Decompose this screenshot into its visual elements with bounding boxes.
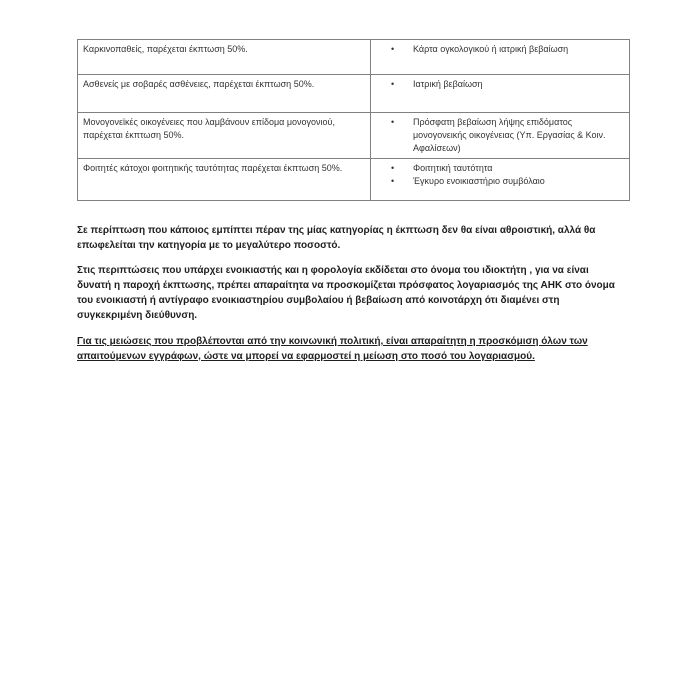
discounts-table: [77, 39, 630, 201]
paragraph-non-cumulative-discount: Σε περίπτωση που κάποιος εμπίπτει πέραν της μίας κατηγορίας η έκπτωση δεν θα είναι αθροιστική, αλλά θα επωφελείται την κατηγορία με το μεγαλύτερο ποσοστό.: [77, 225, 596, 251]
bullet-item: [371, 116, 623, 155]
bullet-list: [371, 116, 623, 155]
bullet-item: [371, 43, 623, 56]
bullet-text: Φοιτητική ταυτότητα: [413, 163, 493, 173]
paragraph-tenant-requirements: Στις περιπτώσεις που υπάρχει ενοικιαστής και η φορολογία εκδίδεται στο όνομα του ιδιοκτήτη , για να είναι δυνατή η παροχή έκπτωσης, πρέπει απαραίτητα να προσκομίζεται πρόσφατος λογαριασμός της ΑΗΚ στο όνομα του ενοικιαστή ή αντίγραφο ενοικιαστηρίου συμβολαίου ή βεβαίωση από κοινοτάρχη ότι διαμένει στη συγκεκριμένη διεύθυνση.: [77, 265, 615, 321]
bullet-item: [371, 162, 623, 175]
table-row: [78, 40, 630, 75]
required-documents-cell: [371, 75, 630, 113]
required-documents-cell: [371, 40, 630, 75]
document-content: [77, 39, 630, 364]
table-row: [78, 159, 630, 201]
bullet-text: Ιατρική βεβαίωση: [413, 79, 483, 89]
bullet-icon: •: [391, 163, 395, 173]
bullet-icon: •: [391, 117, 395, 127]
bullet-icon: •: [391, 79, 395, 89]
table-row: [78, 75, 630, 113]
bullet-item: [371, 175, 623, 188]
discount-category-cell: [78, 75, 371, 113]
required-documents-cell: [371, 159, 630, 201]
bullet-icon: •: [391, 44, 395, 54]
bullet-icon: •: [391, 176, 395, 186]
bullet-text: Έγκυρο ενοικιαστήριο συμβόλαιο: [413, 176, 545, 186]
table-row: [78, 113, 630, 159]
paragraph-required-documents-note: Για τις μειώσεις που προβλέπονται από την κοινωνική πολιτική, είναι απαραίτητη η προσκόμιση όλων των απαιτούμενων εγγράφων, ώστε να μπορεί να εφαρμοστεί η μείωση στο ποσό του λογαριασμού.: [77, 336, 588, 362]
bullet-text: Κάρτα ογκολογικού ή ιατρική βεβαίωση: [413, 44, 569, 54]
discount-category-text: Ασθενείς με σοβαρές ασθένειες, παρέχεται έκπτωση 50%.: [83, 79, 315, 89]
bullet-item: [371, 78, 623, 91]
required-documents-cell: [371, 113, 630, 159]
discount-category-cell: [78, 159, 371, 201]
discount-category-cell: [78, 40, 371, 75]
bullet-text: Πρόσφατη βεβαίωση λήψης επιδόματος μονογονεικής οικογένειας (Υπ. Εργασίας & Κοιν. Αφαλίσεων): [413, 117, 606, 153]
discount-category-text: Φοιτητές κάτοχοι φοιτητικής ταυτότητας παρέχεται έκπτωση 50%.: [83, 163, 343, 173]
discount-category-text: Μονογονεϊκές οικογένειες που λαμβάνουν επίδομα μονογονιού, παρέχεται έκπτωση 50%.: [83, 117, 335, 140]
bullet-list: [371, 162, 623, 188]
discount-category-text: Καρκινοπαθείς, παρέχεται έκπτωση 50%.: [83, 44, 248, 54]
discount-category-cell: [78, 113, 371, 159]
bullet-list: [371, 43, 623, 56]
bullet-list: [371, 78, 623, 91]
